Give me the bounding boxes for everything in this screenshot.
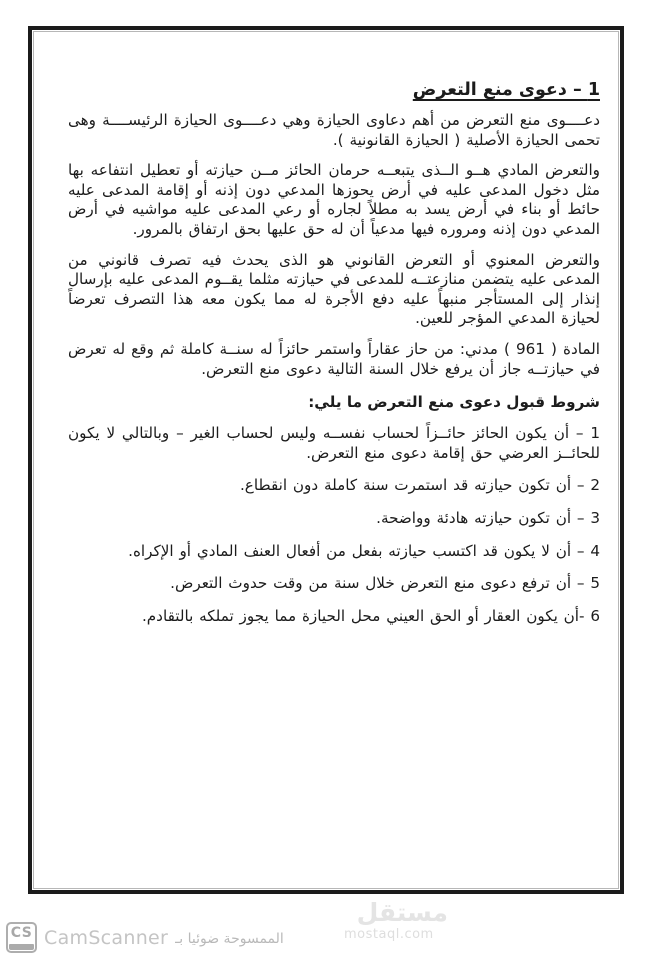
paragraph-legal-interference: والتعرض المعنوي أو التعرض القانوني هو الذى يحدث فيه تصرف قانوني من المدعى عليه يتضمن منازعتــه للمدعى في حيازته مثلما يقــوم المدعى عليه بإرسال إنذار إلى المستأجر منبهاً عليه دفع الأجرة له مما يكون معه هذا التصرف تعرضاً لحيازة المدعي المؤجر للعين. bbox=[68, 250, 600, 328]
camscanner-logo-icon bbox=[6, 922, 37, 953]
scanned-with-label: الممسوحة ضوئيا بـ bbox=[175, 931, 284, 947]
condition-item-2: 2 – أن تكون حيازته قد استمرت سنة كاملة دون انقطاع. bbox=[239, 476, 600, 495]
paragraph-article-961: المادة ( 961 ) مدني: من حاز عقاراً واستمر حائزاً له سنــة كاملة ثم وقع له تعرض في حيازتــه جاز أن يرفع خلال السنة التالية دعوى منع التعرض. bbox=[68, 339, 600, 378]
mostaql-logo-icon: مستقل bbox=[356, 898, 448, 927]
condition-item-3: 3 – أن تكون حيازته هادئة وواضحة. bbox=[376, 508, 600, 527]
mostaql-domain-text: mostaql.com bbox=[344, 927, 434, 942]
condition-item-1: 1 – أن يكون الحائز حائــزاً لحساب نفســه وليس لحساب الغير – وبالتالي لا يكون للحائــز العرضي حق إقامة دعوى منع التعرض. bbox=[68, 424, 600, 462]
condition-item-6: 6 -أن يكون العقار أو الحق العيني محل الحيازة مما يجوز تملكه بالتقادم. bbox=[141, 606, 600, 625]
scan-footer bbox=[0, 894, 651, 960]
paragraph-material-interference: والتعرض المادي هــو الــذى يتبعــه حرمان الحائز مــن حيازته أو تعطيل انتفاعه بها مثل دخول المدعى عليه في أرض يحوزها المدعي دون إذنه أو إقامة المدعى عليه حائط أو بناء في أرض يسد به مطلاً لجاره أو رعي المدعى عليه مواشيه في أرض المدعي دون إذنه ومروره فيها مدعياً أن له حق عليها بحق ارتفاق بالمرور. bbox=[68, 161, 600, 238]
document-body bbox=[32, 30, 620, 890]
camscanner-badge-letters: CS bbox=[10, 925, 33, 941]
conditions-heading: شروط قبول دعوى منع التعرض ما يلي: bbox=[308, 393, 600, 412]
camscanner-credit bbox=[6, 922, 284, 953]
condition-item-5: 5 – أن ترفع دعوى منع التعرض خلال سنة من وقت حدوث التعرض. bbox=[170, 574, 600, 593]
paragraph-intro: دعــــوى منع التعرض من أهم دعاوى الحيازة وهي دعــــوى الحيازة الرئيســــة وهى تحمى الحيازة الأصلية ( الحيازة القانونية ). bbox=[68, 111, 600, 149]
camscanner-badge-bar bbox=[9, 944, 34, 950]
condition-item-4: 4 – أن لا يكون قد اكتسب حيازته بفعل من أفعال العنف المادي أو الإكراه. bbox=[128, 541, 600, 560]
document-border-frame bbox=[28, 26, 624, 894]
mostaql-watermark bbox=[344, 900, 448, 942]
camscanner-brand-text: CamScanner bbox=[44, 926, 169, 949]
page-title: 1 – دعوى منع التعرض bbox=[412, 80, 600, 100]
